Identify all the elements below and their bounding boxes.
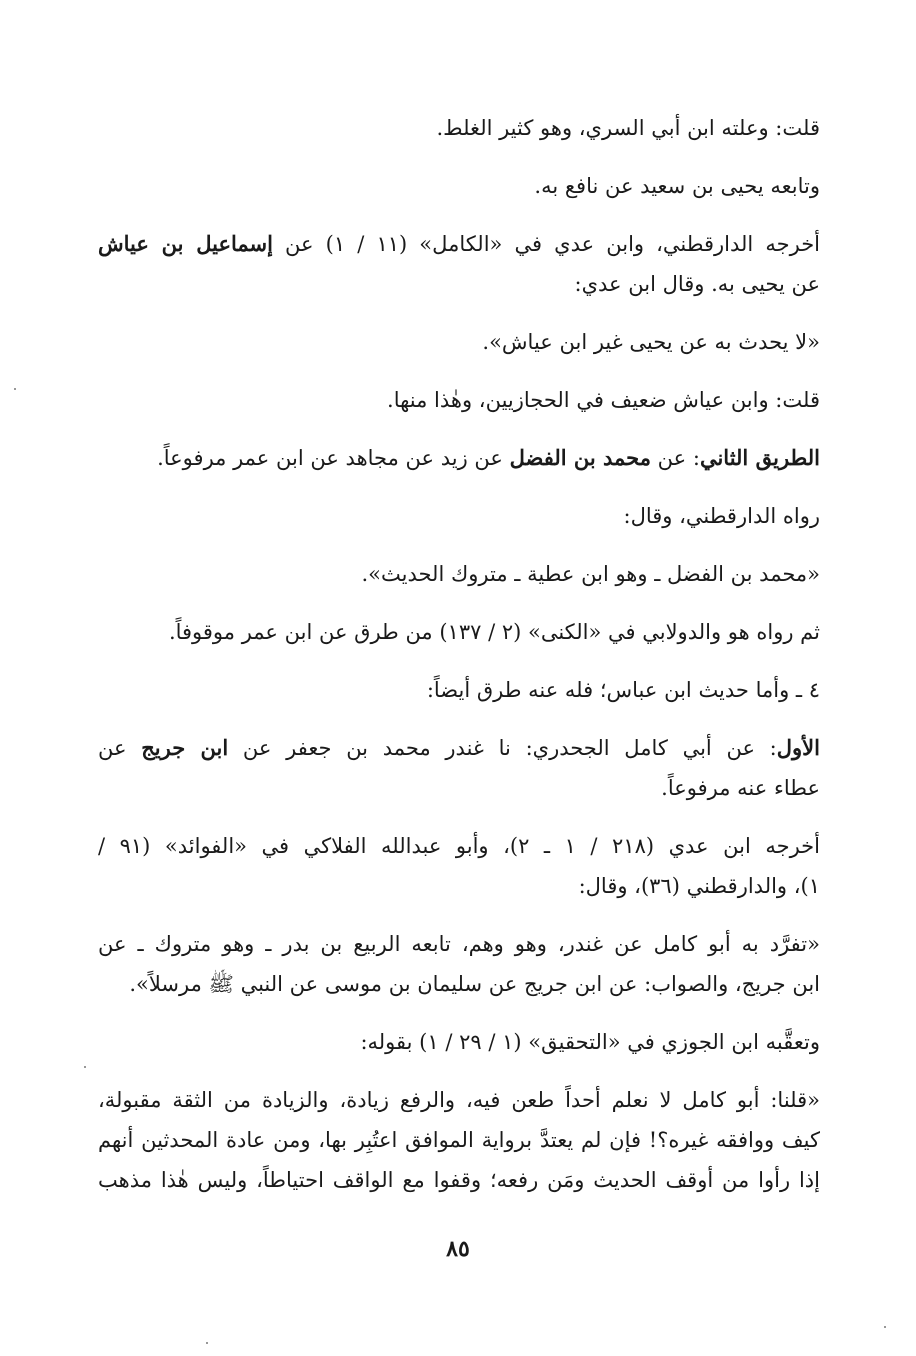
text-line — [98, 438, 820, 478]
paragraph-gap — [98, 304, 820, 322]
page-body-text — [98, 108, 820, 1200]
text-line — [98, 670, 820, 710]
text-line — [98, 264, 820, 304]
text-line — [98, 964, 820, 1004]
bold-text-segment: ابن جريج — [141, 735, 229, 760]
paragraph-gap — [98, 362, 820, 380]
text-segment: إذا رأوا من أوقف الحديث ومَن رفعه؛ وقفوا مع الواقف احتياطاً، وليس هٰذا مذهب — [98, 1168, 820, 1192]
text-line — [98, 554, 820, 594]
text-line — [98, 380, 820, 420]
text-line — [98, 496, 820, 536]
text-line — [98, 1022, 820, 1062]
text-line — [98, 612, 820, 652]
paragraph-gap — [98, 710, 820, 728]
bold-text-segment: إسماعيل بن عياش — [98, 231, 273, 256]
paper-speck — [206, 1342, 208, 1344]
paragraph-gap — [98, 652, 820, 670]
text-segment: «قلنا: أبو كامل لا نعلم أحداً طعن فيه، والرفع زيادة، والزيادة من الثقة مقبولة، — [98, 1088, 820, 1112]
paragraph-gap — [98, 1004, 820, 1022]
text-segment: ابن جريج، والصواب: عن ابن جريج عن سليمان بن موسى عن النبي ﷺ مرسلاً». — [129, 972, 820, 996]
bold-text-segment: الأول — [776, 735, 820, 760]
text-segment: أخرجه ابن عدي (٢١٨ / ١ ـ ٢)، وأبو عبدالله الفلاكي في «الفوائد» (٩١ / — [98, 834, 820, 858]
paragraph-gap — [98, 420, 820, 438]
text-segment: «لا يحدث به عن يحيى غير ابن عياش». — [482, 330, 820, 354]
paragraph-gap — [98, 148, 820, 166]
text-line — [98, 166, 820, 206]
text-segment: ثم رواه هو والدولابي في «الكنى» (٢ / ١٣٧) من طرق عن ابن عمر موقوفاً. — [168, 620, 820, 644]
text-segment: : عن — [651, 446, 700, 470]
paragraph-gap — [98, 594, 820, 612]
text-segment: قلت: وعلته ابن أبي السري، وهو كثير الغلط. — [436, 116, 820, 140]
text-line — [98, 924, 820, 964]
text-line — [98, 108, 820, 148]
text-segment: ١)، والدارقطني (٣٦)، وقال: — [578, 874, 820, 898]
paragraph-gap — [98, 478, 820, 496]
text-line — [98, 866, 820, 906]
text-segment: قلت: وابن عياش ضعيف في الحجازيين، وهٰذا منها. — [387, 388, 820, 412]
text-segment: عن يحيى به. وقال ابن عدي: — [574, 272, 820, 296]
page-number: ٨٥ — [446, 1236, 470, 1262]
bold-text-segment: محمد بن الفضل — [509, 445, 651, 470]
text-segment: : عن أبي كامل الجحدري: نا غندر محمد بن جعفر عن — [228, 736, 777, 760]
text-line — [98, 224, 820, 264]
paragraph-gap — [98, 808, 820, 826]
text-line — [98, 768, 820, 808]
text-segment: عطاء عنه مرفوعاً. — [661, 776, 820, 800]
text-line — [98, 322, 820, 362]
text-line — [98, 1120, 820, 1160]
text-segment: وتابعه يحيى بن سعيد عن نافع به. — [534, 174, 820, 198]
bold-text-segment: الطريق الثاني — [699, 445, 820, 470]
paper-speck — [14, 388, 16, 390]
text-segment: وتعقَّبه ابن الجوزي في «التحقيق» (١ / ٢٩ / ١) بقوله: — [360, 1030, 820, 1054]
paragraph-gap — [98, 536, 820, 554]
text-line — [98, 826, 820, 866]
text-line — [98, 1080, 820, 1120]
paragraph-gap — [98, 1062, 820, 1080]
text-segment: ٤ ـ وأما حديث ابن عباس؛ فله عنه طرق أيضاً: — [426, 678, 820, 702]
paragraph-gap — [98, 906, 820, 924]
paper-speck — [884, 1326, 886, 1328]
text-segment: عن — [98, 736, 142, 760]
text-segment: كيف ووافقه غيره؟! فإن لم يعتدَّ برواية الموافق اعتُبِر بها، ومن عادة المحدثين أنهم — [98, 1128, 820, 1152]
text-line — [98, 728, 820, 768]
paragraph-gap — [98, 206, 820, 224]
paper-speck — [84, 1066, 86, 1068]
text-segment: «محمد بن الفضل ـ وهو ابن عطية ـ متروك الحديث». — [361, 562, 820, 586]
text-segment: رواه الدارقطني، وقال: — [623, 504, 820, 528]
text-segment: عن زيد عن مجاهد عن ابن عمر مرفوعاً. — [157, 446, 510, 470]
text-segment: أخرجه الدارقطني، وابن عدي في «الكامل» (١١ / ١) عن — [272, 232, 821, 256]
text-segment: «تفرَّد به أبو كامل عن غندر، وهو وهم، تابعه الربيع بن بدر ـ وهو متروك ـ عن — [98, 932, 820, 956]
text-line — [98, 1160, 820, 1200]
